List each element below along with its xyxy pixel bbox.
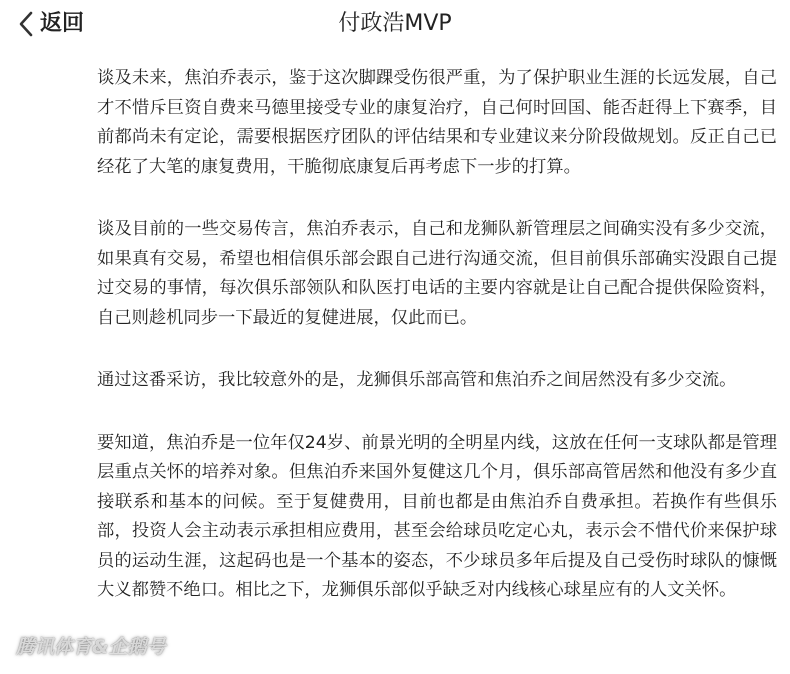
- article-paragraph: 通过这番采访，我比较意外的是，龙狮俱乐部高管和焦泊乔之间居然没有多少交流。: [97, 370, 737, 390]
- article-paragraph: 谈及未来，焦泊乔表示，鉴于这次脚踝受伤很严重，为了保护职业生涯的长远发展，自己才不惜斥巨资自费来马德里接受专业的康复治疗，自己何时回国、能否赶得上下赛季，目前都尚未有定论，需要根据医疗团队的评估结果和专业建议来分阶段做规划。反正自己已经花了大笔的康复费用，干脆彻底康复后再考虑下一步的打算。: [97, 68, 777, 177]
- page-title: 付政浩MVP: [338, 11, 452, 36]
- back-label: 返回: [40, 11, 85, 36]
- top-nav-bar: [0, 0, 790, 46]
- article-body: [97, 64, 777, 639]
- article-paragraph: 谈及目前的一些交易传言，焦泊乔表示，自己和龙狮队新管理层之间确实没有多少交流，如果真有交易，希望也相信俱乐部会跟自己进行沟通交流，但目前俱乐部确实没跟自己提过交易的事情，每次俱乐部领队和队医打电话的主要内容就是让自己配合提供保险资料，自己则趁机同步一下最近的复健进展，仅此而已。: [97, 219, 777, 328]
- source-watermark: 腾讯体育&企鹅号: [16, 636, 166, 658]
- article-paragraph: 要知道，焦泊乔是一位年仅24岁、前景光明的全明星内线，这放在任何一支球队都是管理层重点关怀的培养对象。但焦泊乔来国外复健这几个月，俱乐部高管居然和他没有多少直接联系和基本的问候。至于复健费用，目前也都是由焦泊乔自费承担。若换作有些俱乐部，投资人会主动表示承担相应费用，甚至会给球员吃定心丸，表示会不惜代价来保护球员的运动生涯，这起码也是一个基本的姿态，不少球员多年后提及自己受伤时球队的慷慨大义都赞不绝口。相比之下，龙狮俱乐部似乎缺乏对内线核心球星应有的人文关怀。: [97, 432, 777, 600]
